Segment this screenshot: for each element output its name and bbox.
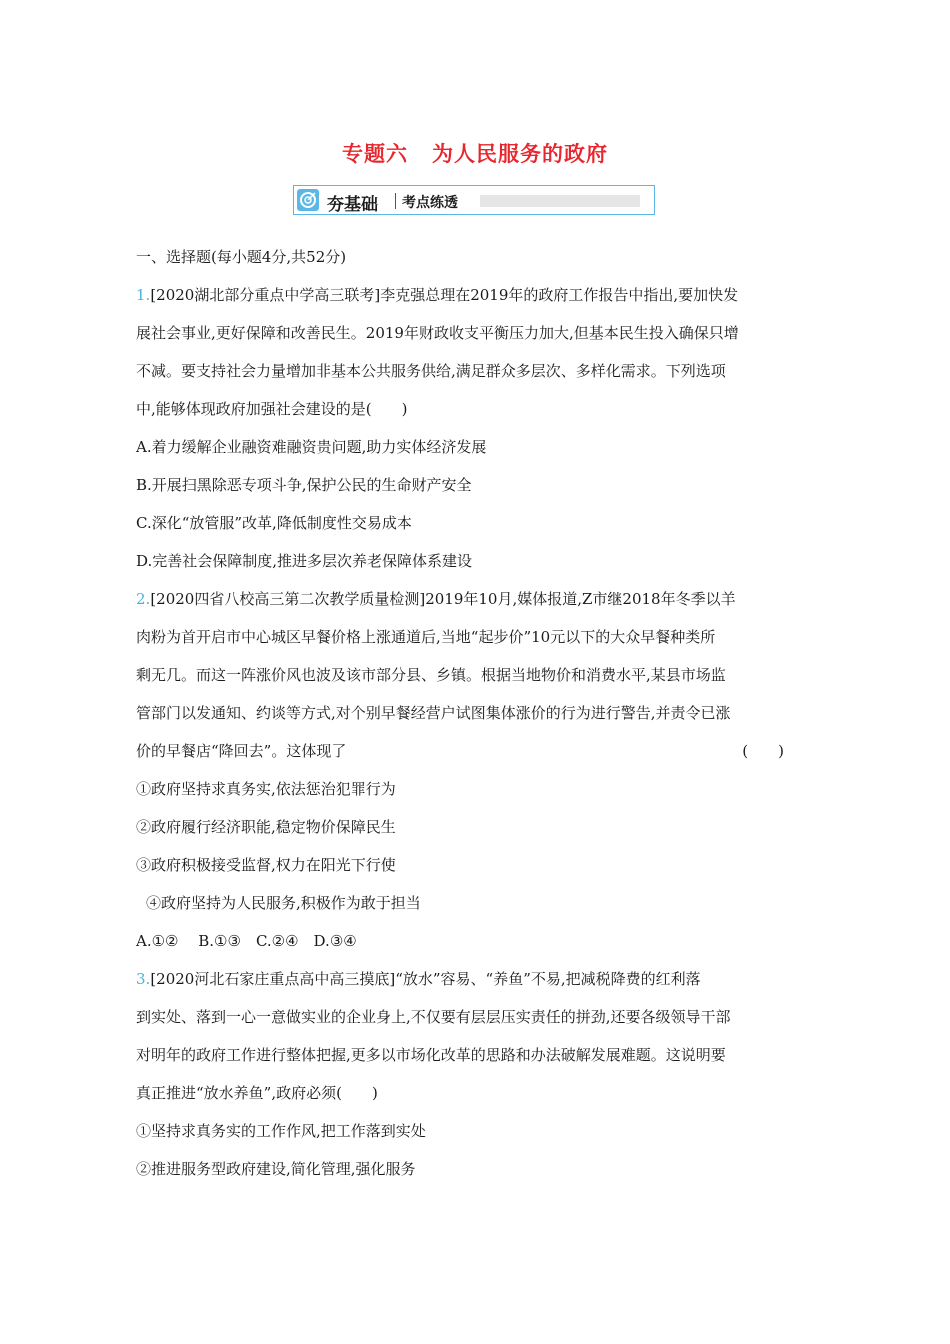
- option-c: C.深化“放管服”改革,降低制度性交易成本: [136, 514, 412, 532]
- banner-main-label: 夯基础: [327, 195, 378, 215]
- title-topic: 专题六: [342, 141, 408, 166]
- question-line: [136, 588, 816, 626]
- title-subject: 为人民服务的政府: [432, 141, 608, 166]
- statement-item: ①坚持求真务实的工作作风,把工作落到实处: [136, 1122, 426, 1140]
- question-content: [136, 246, 816, 1196]
- question-3: [136, 968, 816, 1196]
- question-number: 1.: [136, 286, 151, 304]
- target-icon: [297, 189, 319, 211]
- statement-item: ②政府履行经济职能,稳定物价保障民生: [136, 818, 396, 836]
- question-line: 展社会事业,更好保障和改善民生。2019年财政收支平衡压力加大,但基本民生投入确保只增: [136, 324, 739, 342]
- question-1: [136, 284, 816, 588]
- statement-item: ④政府坚持为人民服务,积极作为敢于担当: [146, 894, 421, 912]
- question-text: [2020四省八校高三第二次教学质量检测]2019年10月,媒体报道,Z市继2018年冬季以羊: [150, 590, 736, 608]
- option-a: A.着力缓解企业融资难融资贵问题,助力实体经济发展: [136, 438, 487, 456]
- banner-divider: [395, 193, 396, 209]
- question-line: 管部门以发通知、约谈等方式,对个别早餐经营户试图集体涨价的行为进行警告,并责令已涨: [136, 704, 731, 722]
- question-line: 剩无几。而这一阵涨价风也波及该市部分县、乡镇。根据当地物价和消费水平,某县市场监: [136, 666, 726, 684]
- question-line: [136, 284, 816, 322]
- question-2: [136, 588, 816, 968]
- option-b: B.开展扫黑除恶专项斗争,保护公民的生命财产安全: [136, 476, 472, 494]
- section-heading: 一、选择题(每小题4分,共52分): [136, 248, 347, 266]
- section-banner: [293, 185, 655, 215]
- question-line: 中,能够体现政府加强社会建设的是( ): [136, 400, 408, 418]
- question-line: 真正推进“放水养鱼”,政府必须( ): [136, 1084, 378, 1102]
- question-text: [2020河北石家庄重点高中高三摸底]“放水”容易、“养鱼”不易,把减税降费的红利落: [150, 970, 701, 988]
- question-line: 不减。要支持社会力量增加非基本公共服务供给,满足群众多层次、多样化需求。下列选项: [136, 362, 726, 380]
- question-text: 价的早餐店“降回去”。这体现了: [136, 742, 347, 760]
- page-title: [0, 138, 950, 168]
- question-text: [2020湖北部分重点中学高三联考]李克强总理在2019年的政府工作报告中指出,要加快发: [150, 286, 739, 304]
- question-line: [136, 968, 816, 1006]
- question-number: 2.: [136, 590, 151, 608]
- banner-sub-label: 考点练透: [402, 195, 458, 211]
- statement-item: ①政府坚持求真务实,依法惩治犯罪行为: [136, 780, 396, 798]
- answer-options: A.①② B.①③ C.②④ D.③④: [136, 932, 357, 950]
- option-d: D.完善社会保障制度,推进多层次养老保障体系建设: [136, 552, 473, 570]
- answer-blank: ( ): [742, 742, 784, 760]
- question-number: 3.: [136, 970, 151, 988]
- question-line: [136, 740, 816, 778]
- question-line: 肉粉为首开启市中心城区早餐价格上涨通道后,当地“起步价”10元以下的大众早餐种类所: [136, 628, 716, 646]
- question-line: 到实处、落到一心一意做实业的企业身上,不仅要有层层压实责任的拼劲,还要各级领导干部: [136, 1008, 731, 1026]
- banner-bar: [480, 195, 640, 207]
- statement-item: ③政府积极接受监督,权力在阳光下行使: [136, 856, 396, 874]
- question-line: 对明年的政府工作进行整体把握,更多以市场化改革的思路和办法破解发展难题。这说明要: [136, 1046, 726, 1064]
- statement-item: ②推进服务型政府建设,简化管理,强化服务: [136, 1160, 416, 1178]
